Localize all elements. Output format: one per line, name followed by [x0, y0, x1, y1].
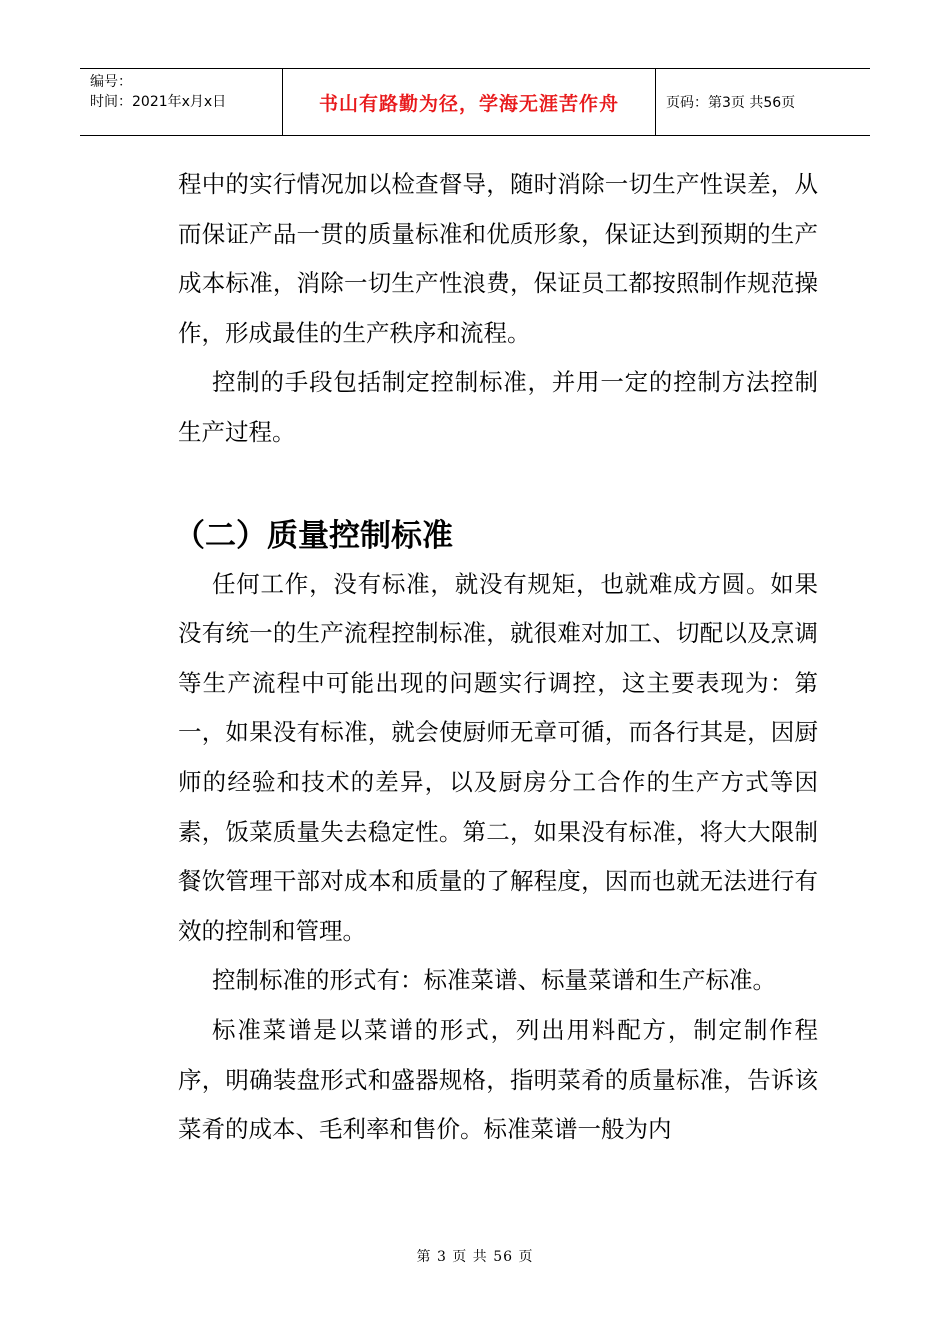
header-meta: [80, 69, 283, 135]
time-label: 时间：2021年x月x日: [90, 94, 227, 110]
paragraph-5: 标准菜谱是以菜谱的形式，列出用料配方，制定制作程序，明确装盘形式和盛器规格，指明菜肴的质量标准，告诉该菜肴的成本、毛利率和售价。标准菜谱一般为内: [178, 1015, 818, 1144]
header-motto: 书山有路勤为径，学海无涯苦作舟: [283, 69, 656, 135]
section-heading: （二）质量控制标准: [174, 517, 453, 554]
paragraph-2: 控制的手段包括制定控制标准，并用一定的控制方法控制生产过程。: [178, 368, 818, 446]
paragraph-3: 任何工作，没有标准，就没有规矩，也就难成方圆。如果没有统一的生产流程控制标准，就很难对加工、切配以及烹调等生产流程中可能出现的问题实行调控，这主要表现为：第一，如果没有标准，就会使厨师无章可循，而各行其是，因厨师的经验和技术的差异，以及厨房分工合作的生产方式等因素，饭菜质量失去稳定性。第二，如果没有标准，将大大限制餐饮管理干部对成本和质量的了解程度，因而也就无法进行有效的控制和管理。: [178, 569, 818, 945]
page-header: [80, 68, 870, 136]
code-label: 编号：: [90, 74, 132, 90]
document-body: [174, 160, 818, 1155]
header-page-info: 页码：第3页 共56页: [666, 95, 796, 111]
paragraph-1: 程中的实行情况加以检查督导，随时消除一切生产性误差，从而保证产品一贯的质量标准和优质形象，保证达到预期的生产成本标准，消除一切生产性浪费，保证员工都按照制作规范操作，形成最佳的生产秩序和流程。: [178, 170, 818, 347]
paragraph-4: 控制标准的形式有：标准菜谱、标量菜谱和生产标准。: [212, 966, 776, 995]
page-footer: 第 3 页 共 56 页: [416, 1249, 534, 1265]
